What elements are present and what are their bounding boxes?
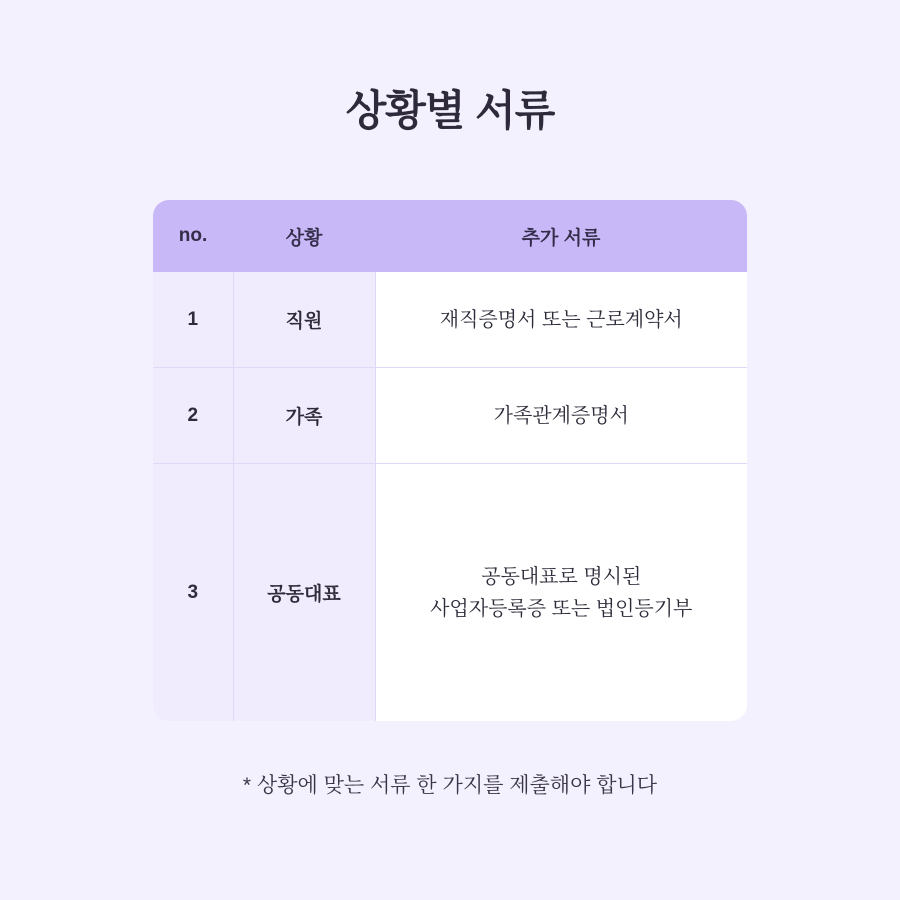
cell-no: 1: [153, 272, 233, 368]
cell-no: 2: [153, 368, 233, 464]
cell-documents: [375, 368, 747, 464]
cell-documents: [375, 464, 747, 722]
table-header: [153, 200, 747, 272]
column-header-situation: 상황: [233, 200, 375, 272]
cell-documents-line: 재직증명서 또는 근로계약서: [439, 308, 683, 331]
cell-situation: 공동대표: [233, 464, 375, 722]
column-header-documents: 추가 서류: [375, 200, 747, 272]
cell-situation: 직원: [233, 272, 375, 368]
table-row: [153, 272, 747, 368]
cell-documents-line: 가족관계증명서: [493, 404, 629, 427]
column-header-no: no.: [153, 200, 233, 272]
cell-documents-line: 공동대표로 명시된: [481, 565, 642, 588]
documents-table: [153, 200, 747, 721]
footnote: * 상황에 맞는 서류 한 가지를 제출해야 합니다: [242, 774, 658, 797]
cell-no: 3: [153, 464, 233, 722]
table-row: [153, 464, 747, 722]
page-title: 상황별 서류: [345, 87, 555, 134]
cell-documents: [375, 272, 747, 368]
cell-documents-line: 사업자등록증 또는 법인등기부: [430, 597, 693, 620]
table-body: [153, 272, 747, 721]
documents-table-container: [153, 200, 747, 721]
cell-situation: 가족: [233, 368, 375, 464]
table-row: [153, 368, 747, 464]
table-header-row: [153, 200, 747, 272]
